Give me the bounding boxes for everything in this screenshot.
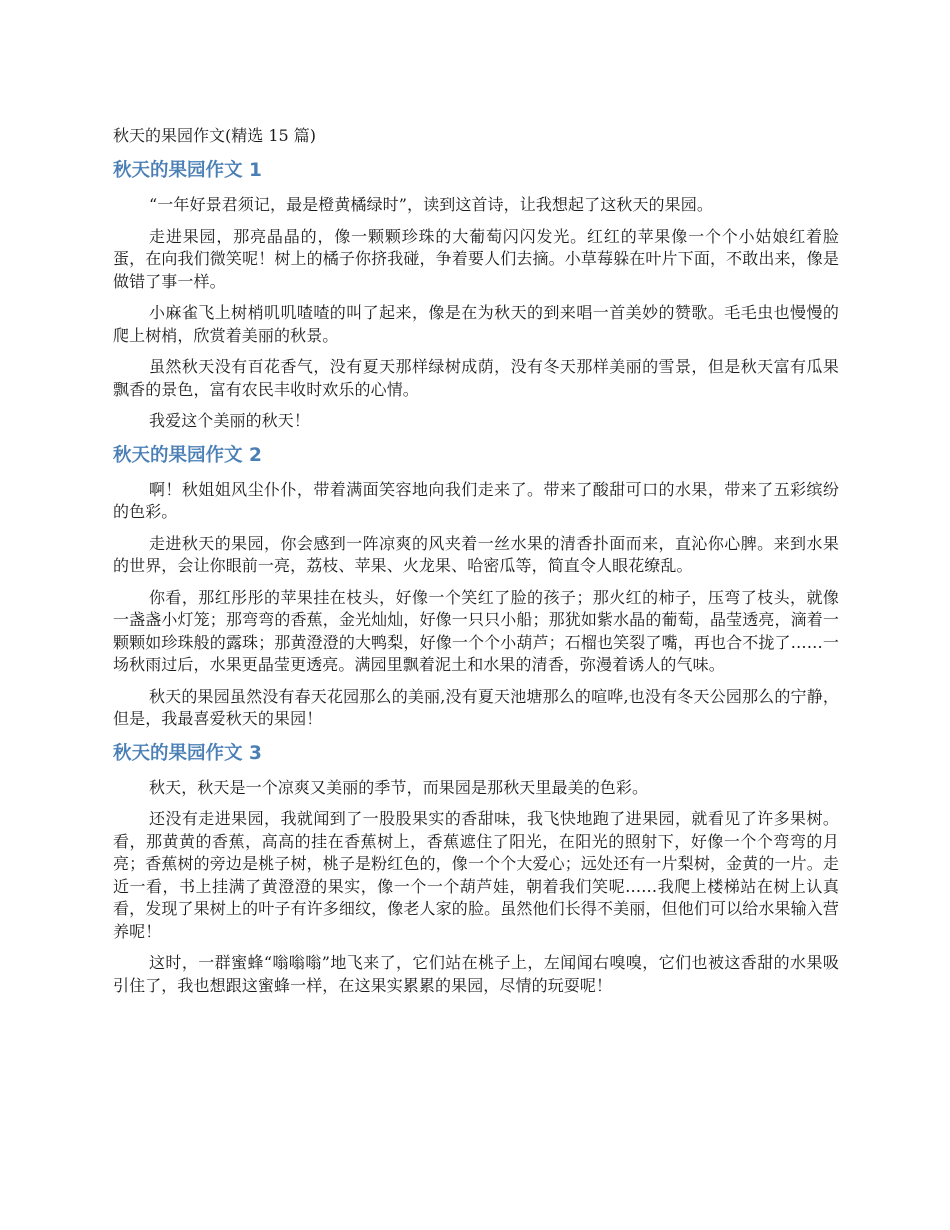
section-heading-1: 秋天的果园作文 1 bbox=[113, 160, 262, 181]
document-title: 秋天的果园作文(精选 15 篇) bbox=[113, 126, 317, 145]
essay-section-1 bbox=[113, 158, 839, 433]
paragraph: “一年好景君须记，最是橙黄橘绿时”，读到这首诗，让我想起了这秋天的果园。 bbox=[149, 195, 713, 214]
essay-section-2 bbox=[113, 443, 839, 731]
paragraph: 秋天，秋天是一个凉爽又美丽的季节，而果园是那秋天里最美的色彩。 bbox=[149, 777, 649, 797]
paragraph: 你看，那红彤彤的苹果挂在枝头，好像一个笑红了脸的孩子；那火红的柿子，压弯了枝头，就像一盏盏小灯笼；那弯弯的香蕉，金光灿灿，好像一只只小船；那犹如紫水晶的葡萄，晶莹透亮，滴着一颗颗如珍珠般的露珠；那黄澄澄的大鸭梨，好像一个个小葫芦；石榴也笑裂了嘴，再也合不拢了……一场秋雨过后，水果更晶莹更透亮。满园里飘着泥土和水果的清香，弥漫着诱人的气味。 bbox=[113, 587, 839, 674]
section-heading-3: 秋天的果园作文 3 bbox=[113, 742, 262, 764]
paragraph: 虽然秋天没有百花香气，没有夏天那样绿树成荫，没有冬天那样美丽的雪景，但是秋天富有瓜果飘香的景色，富有农民丰收时欢乐的心情。 bbox=[113, 357, 839, 399]
paragraph: 还没有走进果园，我就闻到了一股股果实的香甜味，我飞快地跑了进果园，就看见了许多果树。看，那黄黄的香蕉，高高的挂在香蕉树上，香蕉遮住了阳光，在阳光的照射下，好像一个个弯弯的月亮；香蕉树的旁边是桃子树，桃子是粉红色的，像一个个大爱心；远处还有一片梨树，金黄的一片。走近一看，书上挂满了黄澄澄的果实，像一个一个葫芦娃，朝着我们笑呢……我爬上楼梯站在树上认真看，发现了果树上的叶子有许多细纹，像老人家的脸。虽然他们长得不美丽，但他们可以给水果输入营养呢！ bbox=[113, 809, 839, 941]
document-page bbox=[113, 124, 839, 1006]
paragraph: 这时，一群蜜蜂“嗡嗡嗡”地飞来了，它们站在桃子上，左闻闻右嗅嗅，它们也被这香甜的水果吸引住了，我也想跟这蜜蜂一样，在这果实累累的果园，尽情的玩耍呢！ bbox=[113, 953, 839, 995]
essay-section-3 bbox=[113, 741, 839, 998]
section-heading-2: 秋天的果园作文 2 bbox=[113, 444, 262, 466]
paragraph: 我爱这个美丽的秋天！ bbox=[149, 411, 311, 430]
paragraph: 小麻雀飞上树梢叽叽喳喳的叫了起来，像是在为秋天的到来唱一首美妙的赞歌。毛毛虫也慢慢的爬上树梢，欣赏着美丽的秋景。 bbox=[113, 303, 839, 345]
paragraph: 啊！秋姐姐风尘仆仆，带着满面笑容地向我们走来了。带来了酸甜可口的水果，带来了五彩缤纷的色彩。 bbox=[113, 479, 839, 521]
paragraph: 秋天的果园虽然没有春天花园那么的美丽,没有夏天池塘那么的喧哗,也没有冬天公园那么的宁静，但是，我最喜爱秋天的果园！ bbox=[113, 686, 839, 728]
paragraph: 走进果园，那亮晶晶的，像一颗颗珍珠的大葡萄闪闪发光。红红的苹果像一个个小姑娘红着脸蛋，在向我们微笑呢！树上的橘子你挤我碰，争着要人们去摘。小草莓躲在叶片下面，不敢出来，像是做错了事一样。 bbox=[113, 226, 839, 291]
paragraph: 走进秋天的果园，你会感到一阵凉爽的风夹着一丝水果的清香扑面而来，直沁你心脾。来到水果的世界，会让你眼前一亮，荔枝、苹果、火龙果、哈密瓜等，简直令人眼花缭乱。 bbox=[113, 533, 839, 575]
